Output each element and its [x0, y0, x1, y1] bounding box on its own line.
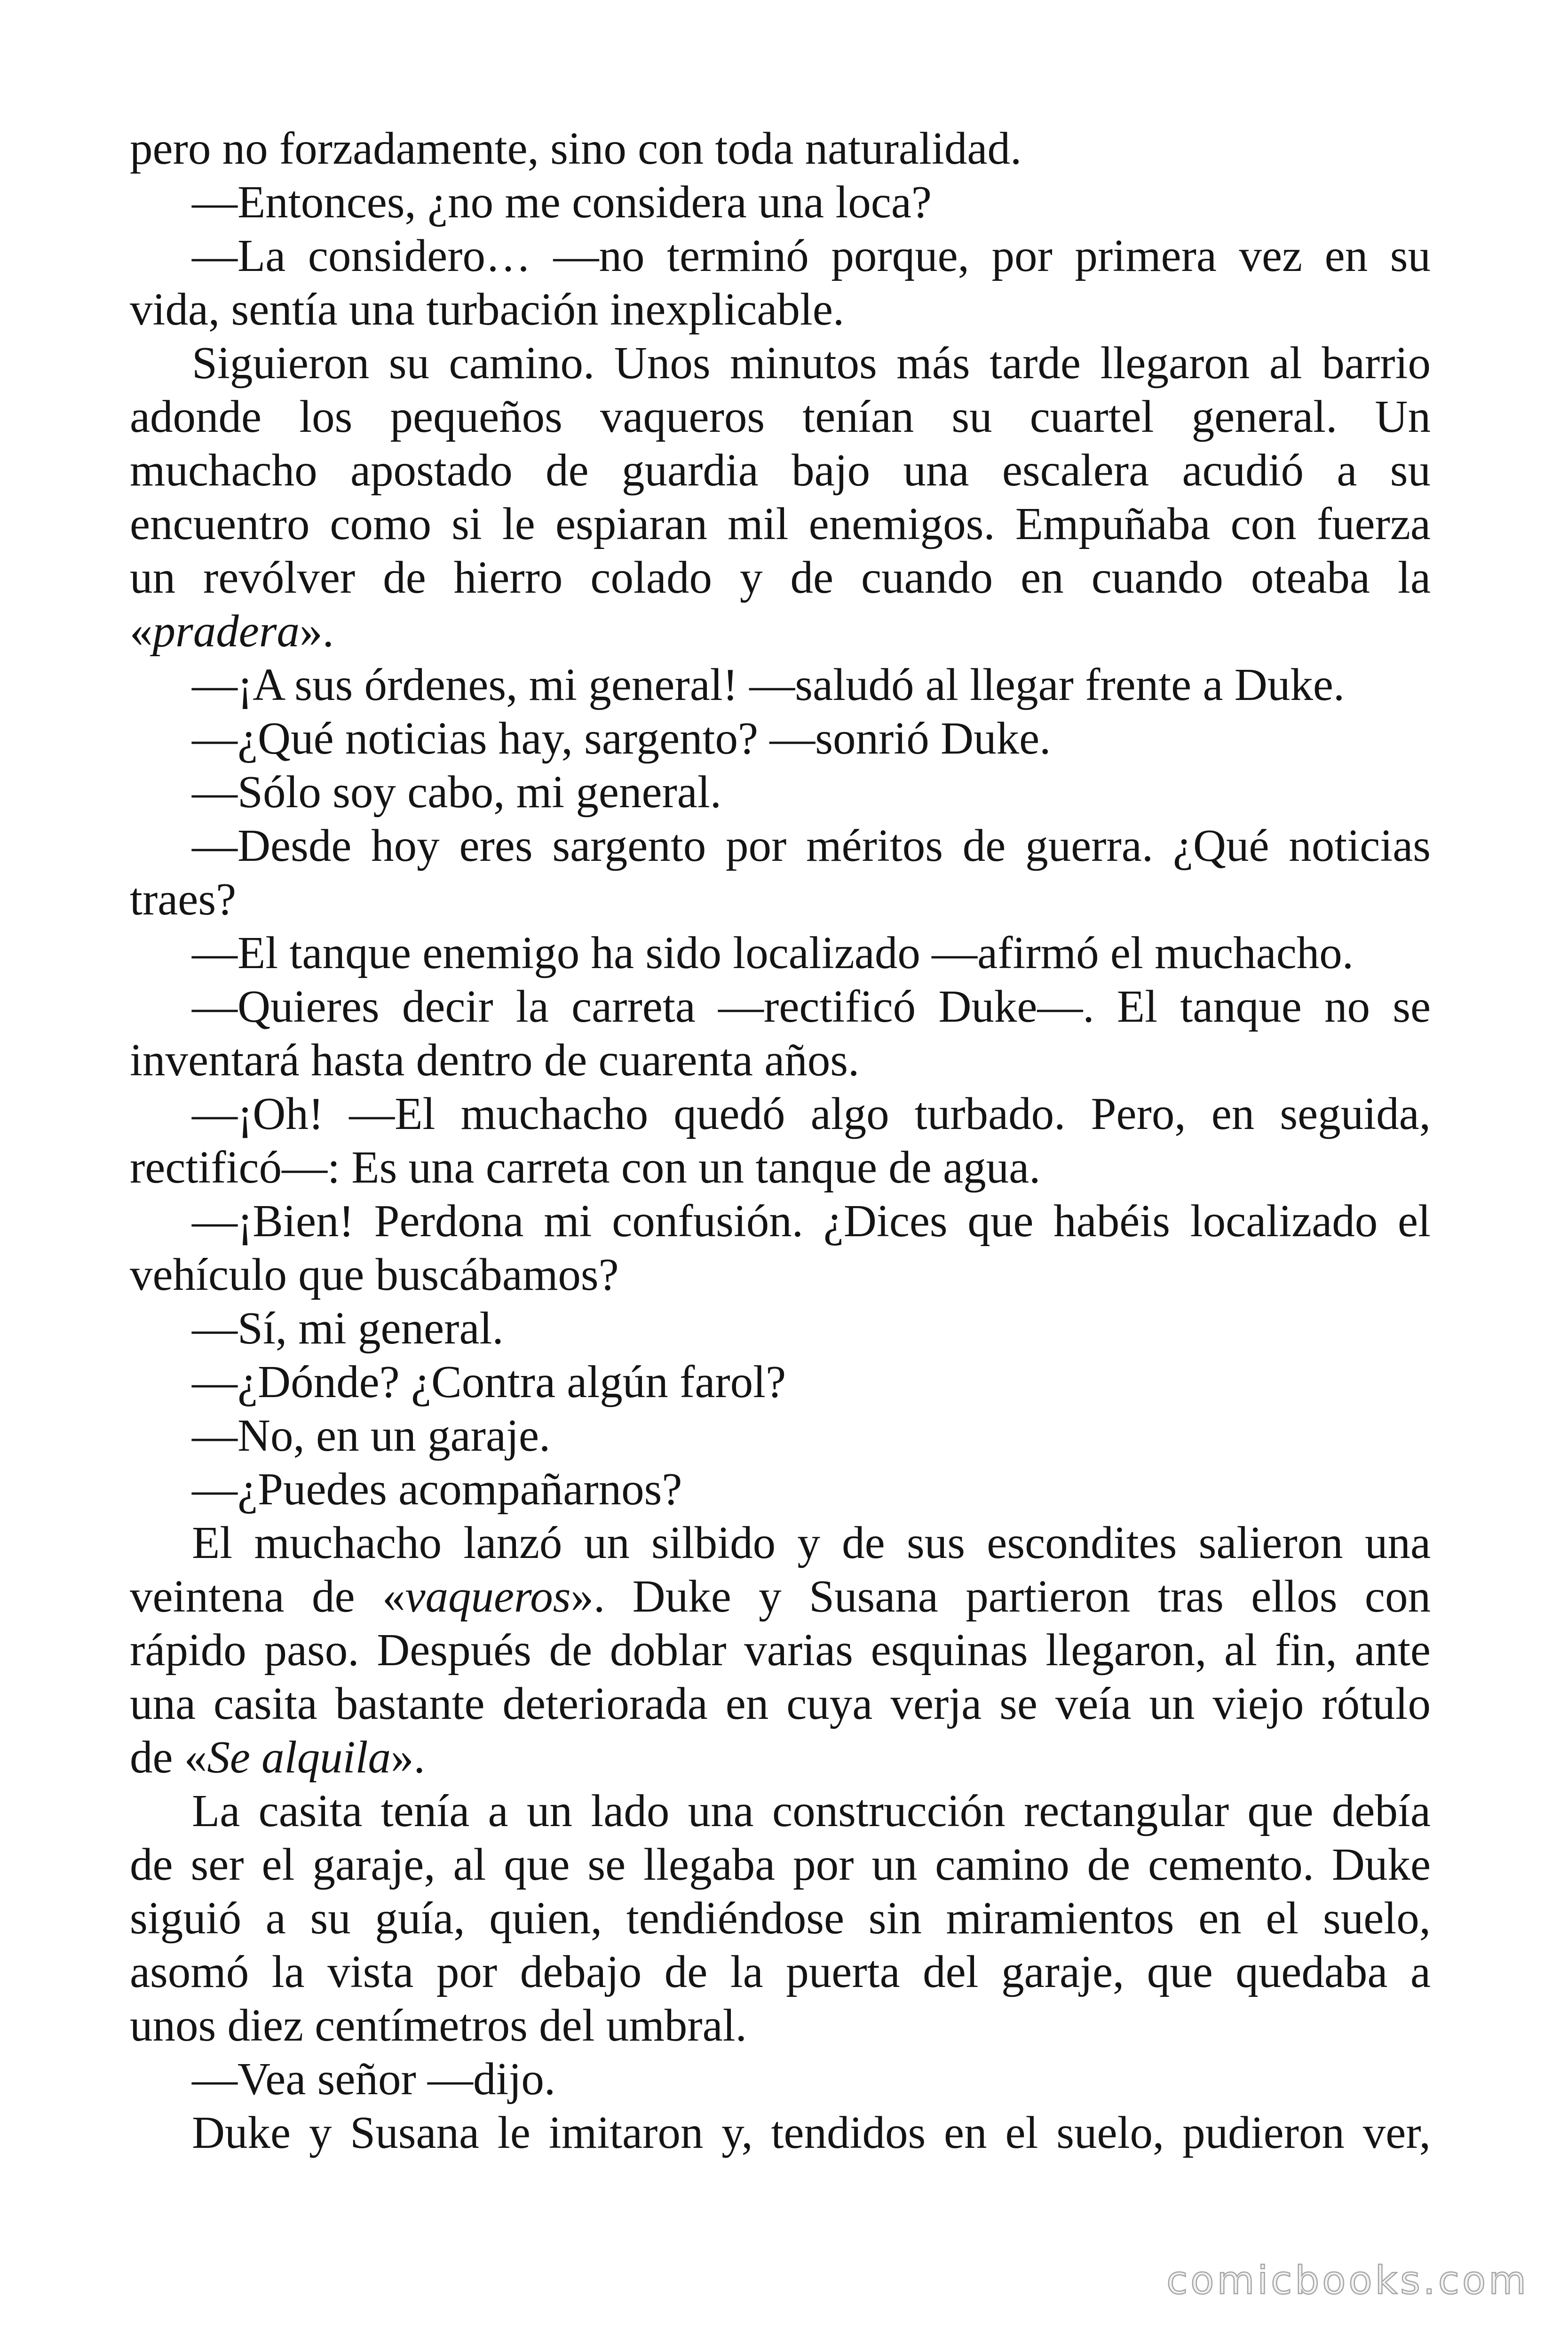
text-line: —¿Puedes acompañarnos? — [192, 1464, 682, 1514]
text-line: —El tanque enemigo ha sido localizado —afirmó el muchacho. — [192, 928, 1354, 978]
text-line: —Sólo soy cabo, mi general. — [192, 767, 722, 817]
paragraph — [130, 926, 1431, 980]
text-line: —Quieres decir la carreta —rectificó Duke—. El tanque no se — [192, 981, 1431, 1032]
paragraph — [130, 229, 1431, 336]
text-line: rectificó—: Es una carreta con un tanque de agua. — [130, 1142, 1041, 1192]
text-segment: ». Duke y Susana partieron tras ellos con — [570, 1571, 1431, 1621]
text-segment: ». — [300, 606, 334, 656]
text-line: de ser el garaje, al que se llegaba por un camino de cemento. Duke — [130, 1839, 1431, 1890]
paragraph — [130, 658, 1431, 712]
text-segment: de « — [130, 1732, 207, 1782]
italic-text: Se alquila — [207, 1732, 391, 1782]
text-line: rápido paso. Después de doblar varias esquinas llegaron, al fin, ante — [130, 1625, 1431, 1675]
text-line: —¿Dónde? ¿Contra algún farol? — [192, 1357, 786, 1407]
text-segment: « — [130, 606, 153, 656]
text-line: —¡Bien! Perdona mi confusión. ¿Dices que habéis localizado el — [192, 1196, 1431, 1246]
text-line: —Vea señor —dijo. — [192, 2054, 556, 2104]
text-segment: veintena de « — [130, 1571, 405, 1621]
text-line: Siguieron su camino. Unos minutos más tarde llegaron al barrio — [192, 338, 1431, 388]
text-line — [130, 604, 1431, 658]
paragraph — [130, 2106, 1431, 2160]
italic-text: pradera — [152, 606, 300, 656]
paragraph — [130, 980, 1431, 1087]
paragraph — [130, 1516, 1431, 1784]
text-line: siguió a su guía, quien, tendiéndose sin miramientos en el suelo, — [130, 1893, 1431, 1943]
paragraph — [130, 1194, 1431, 1302]
text-line: —¿Qué noticias hay, sargento? —sonrió Duke. — [192, 713, 1051, 763]
text-line: adonde los pequeños vaqueros tenían su cuartel general. Un — [130, 391, 1431, 442]
text-line: encuentro como si le espiaran mil enemigos. Empuñaba con fuerza — [130, 499, 1431, 549]
text-line — [130, 1731, 1431, 1784]
paragraph — [130, 175, 1431, 229]
paragraph — [130, 2052, 1431, 2106]
italic-text: vaqueros — [405, 1571, 571, 1621]
paragraph — [130, 1302, 1431, 1355]
text-line: inventará hasta dentro de cuarenta años. — [130, 1035, 860, 1085]
text-line: —¡A sus órdenes, mi general! —saludó al llegar frente a Duke. — [192, 660, 1345, 710]
text-line: muchacho apostado de guardia bajo una escalera acudió a su — [130, 445, 1431, 495]
text-line: La casita tenía a un lado una construcción rectangular que debía — [192, 1786, 1431, 1836]
paragraph — [130, 1355, 1431, 1409]
text-line: —Entonces, ¿no me considera una loca? — [192, 177, 932, 227]
text-line: —La considero… —no terminó porque, por primera vez en su — [192, 230, 1431, 281]
paragraph — [130, 819, 1431, 926]
book-page-text — [130, 122, 1431, 2160]
text-line: vehículo que buscábamos? — [130, 1249, 619, 1300]
text-line: —Sí, mi general. — [192, 1303, 504, 1353]
text-line: El muchacho lanzó un silbido y de sus escondites salieron una — [192, 1518, 1431, 1568]
text-line: unos diez centímetros del umbral. — [130, 2000, 747, 2050]
text-segment: ». — [390, 1732, 425, 1782]
paragraph — [130, 1087, 1431, 1194]
paragraph — [130, 1409, 1431, 1462]
text-line: pero no forzadamente, sino con toda naturalidad. — [130, 123, 1022, 174]
paragraph — [130, 122, 1431, 175]
paragraph — [130, 765, 1431, 819]
text-line: —No, en un garaje. — [192, 1410, 551, 1461]
watermark-logo: comicbooks.com — [1166, 2258, 1529, 2303]
text-line: Duke y Susana le imitaron y, tendidos en el suelo, pudieron ver, — [192, 2107, 1431, 2158]
text-line: —Desde hoy eres sargento por méritos de guerra. ¿Qué noticias — [192, 820, 1431, 871]
text-line: vida, sentía una turbación inexplicable. — [130, 284, 845, 334]
paragraph — [130, 712, 1431, 765]
text-line: traes? — [130, 874, 237, 924]
text-line: asomó la vista por debajo de la puerta del garaje, que quedaba a — [130, 1947, 1431, 1997]
paragraph — [130, 1784, 1431, 2052]
text-line: una casita bastante deteriorada en cuya verja se veía un viejo rótulo — [130, 1678, 1431, 1729]
paragraph — [130, 1462, 1431, 1516]
text-line — [130, 1570, 1431, 1623]
text-line: un revólver de hierro colado y de cuando en cuando oteaba la — [130, 552, 1431, 603]
paragraph — [130, 336, 1431, 658]
text-line: —¡Oh! —El muchacho quedó algo turbado. Pero, en seguida, — [192, 1089, 1431, 1139]
